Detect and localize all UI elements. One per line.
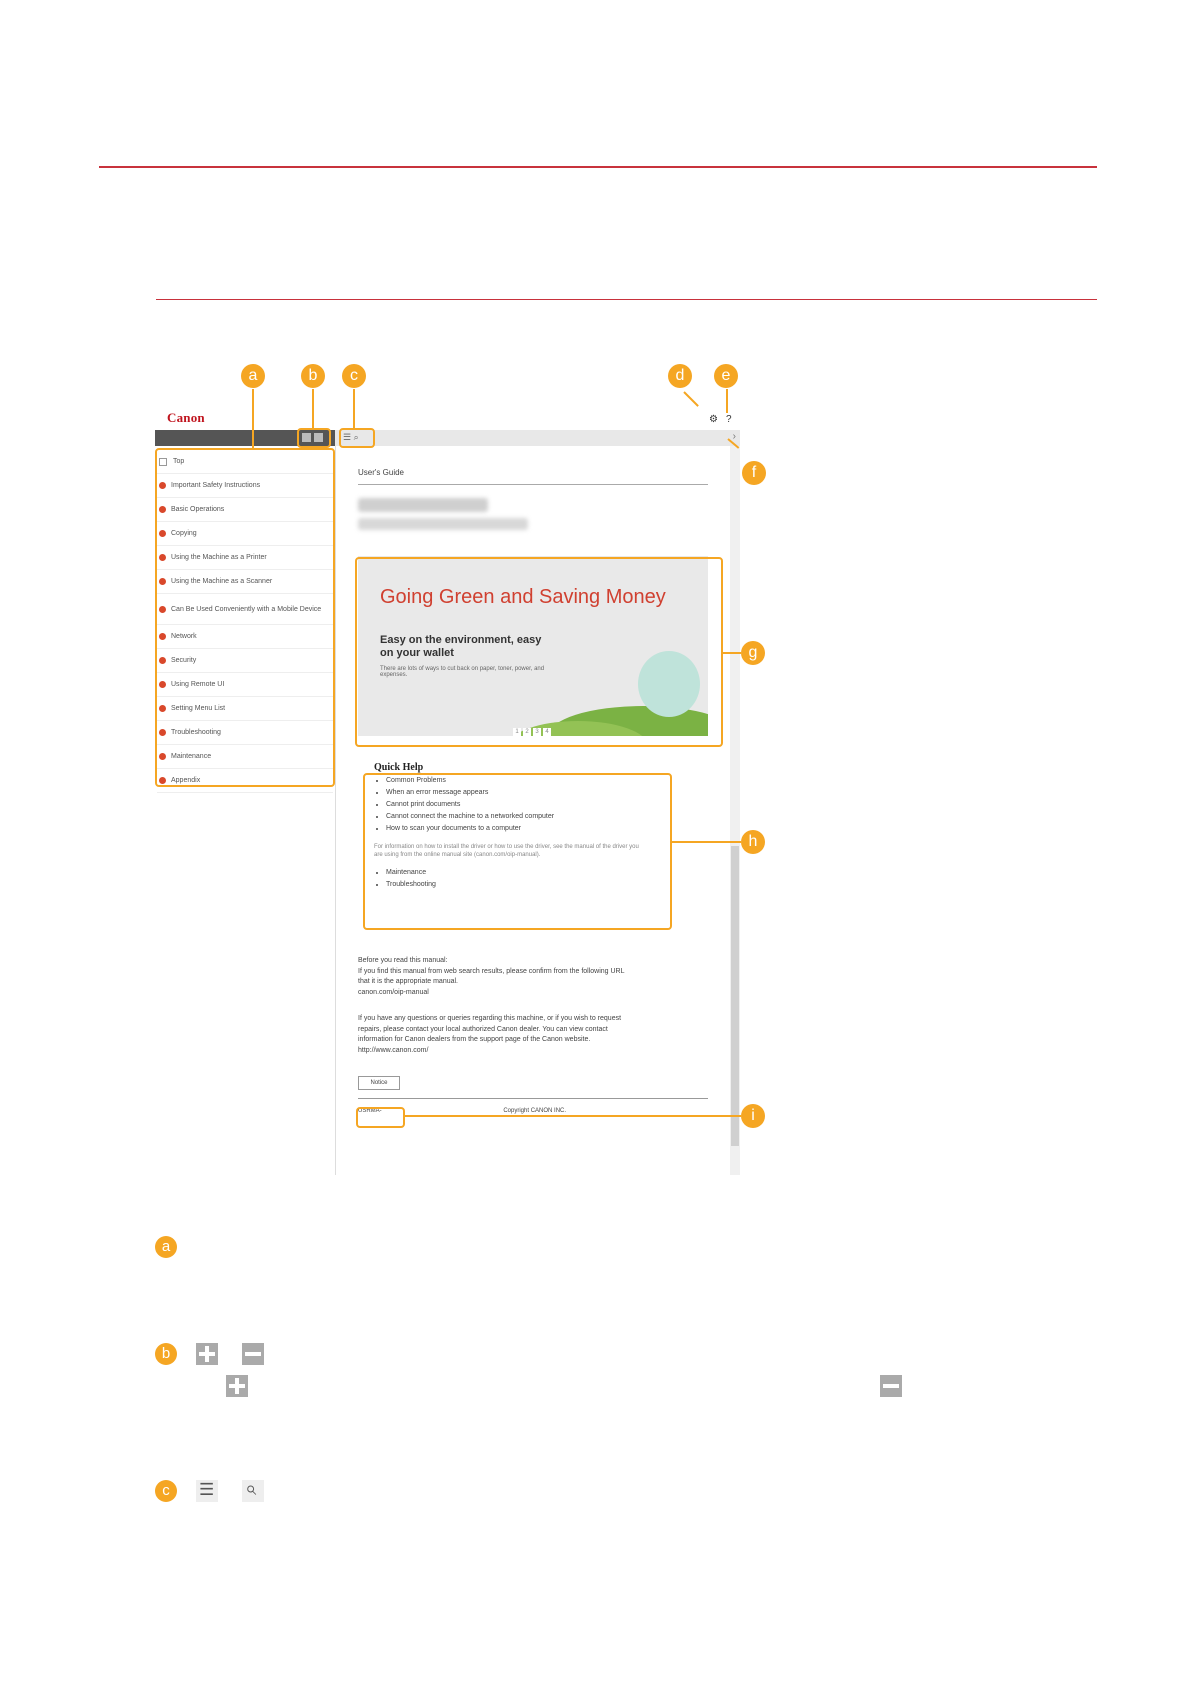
help-icon[interactable]: ?: [725, 414, 732, 425]
legend-marker-b: b: [155, 1343, 177, 1365]
minus-icon: [880, 1375, 902, 1397]
leader-line-i: [403, 1115, 741, 1117]
leader-line-a: [252, 389, 254, 449]
sidebar-item[interactable]: Network: [157, 625, 333, 649]
callout-box-a: [155, 448, 335, 787]
content-toolbar: [335, 430, 740, 446]
guide-title: User's Guide: [358, 468, 404, 477]
blurred-model-list: [358, 518, 528, 530]
quick-help-note: For information on how to install the driver or how to use the driver, see the manual of the driver you are using from the online manual site (canon.com/oip-manual).: [374, 844, 639, 858]
sidebar-item[interactable]: Can Be Used Conveniently with a Mobile Device: [157, 594, 333, 625]
before-reading-paragraph: Before you read this manual: If you find this manual from web search results, please confirm from the following URL that it is the appropriate manual. canon.com/oip-manual: [358, 956, 708, 998]
sidebar-item[interactable]: Security: [157, 649, 333, 673]
sidebar-item[interactable]: Maintenance: [157, 745, 333, 769]
sidebar-item[interactable]: Using the Machine as a Scanner: [157, 570, 333, 594]
banner-title: Going Green and Saving Money: [380, 586, 666, 608]
pager-dot[interactable]: 1: [513, 728, 521, 736]
legend-marker-c: c: [155, 1480, 177, 1502]
callout-box-i: [356, 1107, 405, 1128]
footer-code: USRMA-: [358, 1108, 382, 1114]
quick-help-link[interactable]: • Cannot print documents: [386, 799, 648, 811]
sidebar-item[interactable]: Using Remote UI: [157, 673, 333, 697]
list-icon: [196, 1480, 218, 1502]
sidebar-item[interactable]: Setting Menu List: [157, 697, 333, 721]
quick-help-link[interactable]: • Common Problems: [386, 775, 648, 787]
pager-dot[interactable]: 2: [523, 728, 531, 736]
footer-copyright: Copyright CANON INC.: [503, 1108, 567, 1114]
header-icons: [709, 414, 740, 425]
canon-logo: Canon: [167, 410, 205, 425]
footer-divider: [358, 1098, 708, 1099]
leader-line-g: [721, 652, 741, 654]
minus-icon: [242, 1343, 264, 1365]
marker-h: h: [741, 830, 765, 854]
banner-text: There are lots of ways to cut back on paper, toner, power, and expenses.: [380, 666, 545, 678]
sidebar-item[interactable]: Troubleshooting: [157, 721, 333, 745]
sidebar-item[interactable]: Basic Operations: [157, 498, 333, 522]
quick-help-link[interactable]: • Troubleshooting: [386, 879, 648, 891]
pager-dot[interactable]: 3: [533, 728, 541, 736]
marker-f: f: [742, 461, 766, 485]
next-chevron-icon[interactable]: ›: [732, 431, 736, 442]
marker-b: b: [301, 364, 325, 388]
banner-subtitle: Easy on the environment, easy on your wallet: [380, 634, 542, 659]
quick-help-title: Quick Help: [374, 762, 424, 773]
sidebar-item[interactable]: Important Safety Instructions: [157, 474, 333, 498]
support-paragraph: If you have any questions or queries regarding this machine, or if you wish to request repairs, please contact your local authorized Canon dealer. You can view contact information for Canon dealers from the support page of the Canon website. http://www.canon.com/: [358, 1014, 708, 1056]
sidebar-item-top[interactable]: Top: [157, 450, 333, 474]
quick-help-link[interactable]: • How to scan your documents to a computer: [386, 823, 648, 835]
scroll-thumb[interactable]: [731, 846, 739, 1146]
sidebar-item[interactable]: Using the Machine as a Printer: [157, 546, 333, 570]
plus-icon: [226, 1375, 248, 1397]
marker-c: c: [342, 364, 366, 388]
sidebar-item[interactable]: Copying: [157, 522, 333, 546]
leader-line-h: [670, 841, 741, 843]
leader-line-b: [312, 389, 314, 429]
callout-box-h: [363, 773, 672, 930]
marker-e: e: [714, 364, 738, 388]
marker-d: d: [668, 364, 692, 388]
leader-line-e: [726, 389, 728, 413]
title-divider: [358, 484, 708, 485]
canon-url-link[interactable]: http://www.canon.com/: [358, 1046, 429, 1054]
plus-icon: [196, 1343, 218, 1365]
top-rule: [99, 166, 1097, 168]
quick-help-link[interactable]: • Cannot connect the machine to a networked computer: [386, 811, 648, 823]
blurred-model-name: [358, 498, 488, 512]
marker-g: g: [741, 641, 765, 665]
quick-help-link[interactable]: • When an error message appears: [386, 787, 648, 799]
gear-icon[interactable]: ⚙: [709, 414, 718, 425]
legend-marker-a: a: [155, 1236, 177, 1258]
manual-url-link[interactable]: canon.com/oip-manual: [358, 988, 429, 996]
quick-help-link[interactable]: • Maintenance: [386, 867, 648, 879]
callout-box-g: [355, 557, 723, 747]
marker-a: a: [241, 364, 265, 388]
search-icon: [242, 1480, 264, 1502]
toolbar-icons[interactable]: ☰ ⌕: [343, 432, 359, 442]
sidebar-item[interactable]: Appendix: [157, 769, 333, 793]
callout-box-b: [297, 428, 331, 448]
notice-button[interactable]: Notice: [358, 1076, 400, 1090]
scrollbar[interactable]: [730, 446, 740, 1175]
marker-i: i: [741, 1104, 765, 1128]
leader-line-c: [353, 389, 355, 429]
section-rule: [156, 299, 1097, 300]
callout-box-c: [339, 428, 375, 448]
pager-dot[interactable]: 4: [543, 728, 551, 736]
